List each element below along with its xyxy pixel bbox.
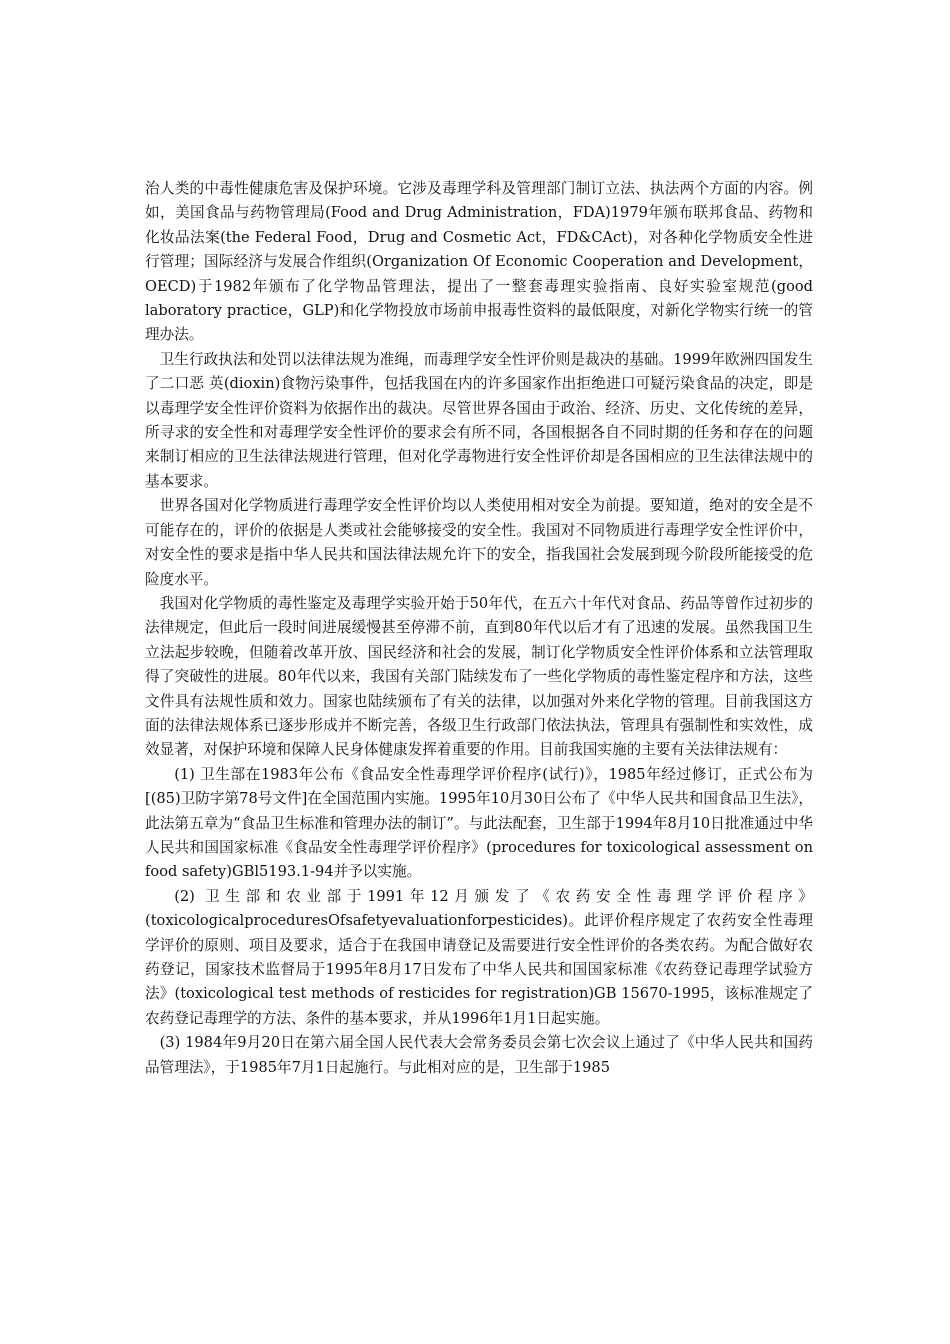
paragraph-7: (3) 1984年9月20日在第六届全国人民代表大会常务委员会第七次会议上通过了《中华人民共和国药品管理法》，于1985年7月1日起施行。与此相对应的是，卫生部于1985 (145, 1034, 813, 1076)
document-body (145, 177, 813, 1080)
paragraph-4: 我国对化学物质的毒性鉴定及毒理学实验开始于50年代，在五六十年代对食品、药品等曾作过初步的法律规定，但此后一段时间进展缓慢甚至停滞不前，直到80年代以后才有了迅速的发展。虽然我国卫生立法起步较晚，但随着改革开放、国民经济和社会的发展，制订化学物质安全性评价体系和立法管理取得了突破性的进展。80年代以来，我国有关部门陆续发布了一些化学物质的毒性鉴定程序和方法，这些文件具有法规性质和效力。国家也陆续颁布了有关的法律，以加强对外来化学物的管理。目前我国这方面的法律法规体系已逐步形成并不断完善，各级卫生行政部门依法执法，管理具有强制性和实效性，成效显著，对保护环境和保障人民身体健康发挥着重要的作用。目前我国实施的主要有关法律法规有： (145, 594, 813, 759)
paragraph-3: 世界各国对化学物质进行毒理学安全性评价均以人类使用相对安全为前提。要知道，绝对的安全是不可能存在的，评价的依据是人类或社会能够接受的安全性。我国对不同物质进行毒理学安全性评价中，对安全性的要求是指中华人民共和国法律法规允许下的安全，指我国社会发展到现今阶段所能接受的危险度水平。 (145, 497, 813, 588)
paragraph-5: (1) 卫生部在1983年公布《食品安全性毒理学评价程序(试行)》，1985年经过修订，正式公布为[(85)卫防字第78号文件]在全国范围内实施。1995年10月30日公布了《中华人民共和国食品卫生法》，此法第五章为“食品卫生标准和管理办法的制订”。与此法配套，卫生部于1994年8月10日批准通过中华人民共和国国家标准《食品安全性毒理学评价程序》(procedures for toxicological assessment on food safety)GBl5193.1-94并予以实施。 (145, 765, 813, 881)
paragraph-6: (2) 卫生部和农业部于1991年12月颁发了《农药安全性毒理学评价程序》(toxicologicalproceduresOfsafetyevaluationforpesticides)。此评价程序规定了农药安全性毒理学评价的原则、项目及要求，适合于在我国申请登记及需要进行安全性评价的各类农药。为配合做好农药登记，国家技术监督局于1995年8月17日发布了中华人民共和国国家标准《农药登记毒理学试验方法》(toxicological test methods of resticides for registration)GB 15670-1995，该标准规定了农药登记毒理学的方法、条件的基本要求，并从1996年1月1日起实施。 (145, 887, 813, 1027)
paragraph-1: 治人类的中毒性健康危害及保护环境。它涉及毒理学科及管理部门制订立法、执法两个方面的内容。例如，美国食品与药物管理局(Food and Drug Administration，FDA)1979年颁布联邦食品、药物和化妆品法案(the Federal Food，Drug and Cosmetic Act，FD&CAct)，对各种化学物质安全性进行管理；国际经济与发展合作组织(Organization Of Economic Cooperation and Development，OECD)于1982年颁布了化学物品管理法，提出了一整套毒理实验指南、良好实验室规范(good laboratory practice，GLP)和化学物投放市场前申报毒性资料的最低限度，对新化学物实行统一的管理办法。 (145, 180, 813, 344)
paragraph-2: 卫生行政执法和处罚以法律法规为准绳，而毒理学安全性评价则是裁决的基础。1999年欧洲四国发生了二口恶 英(dioxin)食物污染事件，包括我国在内的许多国家作出拒绝进口可疑污染食品的决定，即是以毒理学安全性评价资料为依据作出的裁决。尽管世界各国由于政治、经济、历史、文化传统的差异，所寻求的安全性和对毒理学安全性评价的要求会有所不同，各国根据各自不同时期的任务和存在的问题来制订相应的卫生法律法规进行管理，但对化学毒物进行安全性评价却是各国相应的卫生法律法规中的基本要求。 (145, 350, 813, 490)
